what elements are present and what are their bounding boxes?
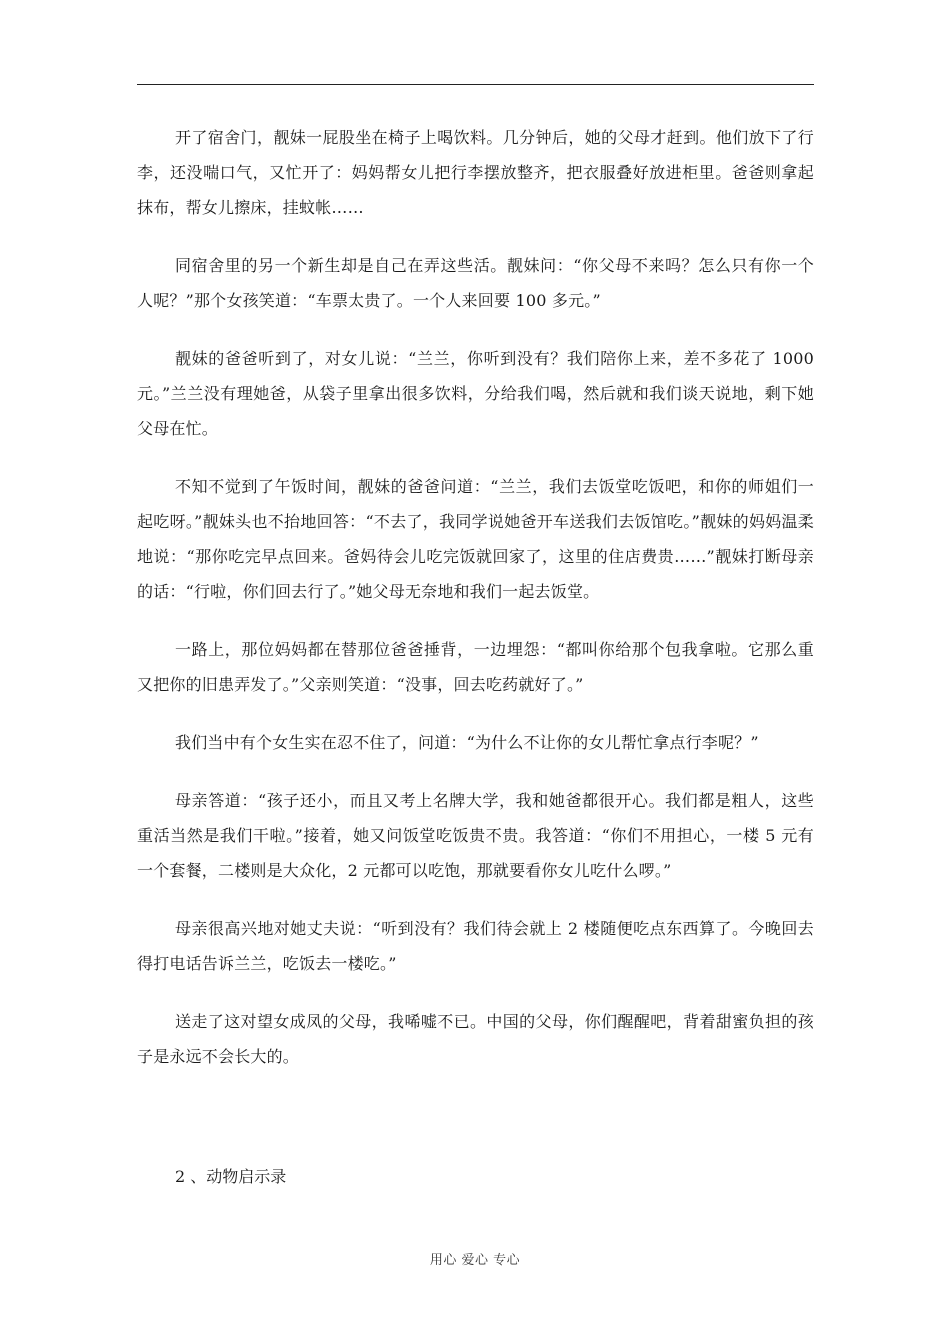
paragraph: 送走了这对望女成凤的父母，我唏嘘不已。中国的父母，你们醒醒吧，背着甜蜜负担的孩子是永远不会长大的。 [137,1012,814,1066]
article-body [137,120,814,1097]
paragraph: 母亲答道：“孩子还小，而且又考上名牌大学，我和她爸都很开心。我们都是粗人，这些重活当然是我们干啦。”接着，她又问饭堂吃饭贵不贵。我答道：“你们不用担心，一楼 5 元有一个套餐，二楼则是大众化，2 元都可以吃饱，那就要看你女儿吃什么啰。” [137,791,814,880]
paragraph: 同宿舍里的另一个新生却是自己在弄这些活。靓妹问：“你父母不来吗？怎么只有你一个人呢？”那个女孩笑道：“车票太贵了。一个人来回要 100 多元。” [137,256,814,310]
paragraph: 母亲很高兴地对她丈夫说：“听到没有？我们待会就上 2 楼随便吃点东西算了。今晚回去得打电话告诉兰兰，吃饭去一楼吃。” [137,919,814,973]
paragraph: 一路上，那位妈妈都在替那位爸爸捶背，一边埋怨：“都叫你给那个包我拿啦。它那么重又把你的旧患弄发了。”父亲则笑道：“没事，回去吃药就好了。” [137,640,814,694]
header-rule [137,84,814,85]
paragraph: 靓妹的爸爸听到了，对女儿说：“兰兰，你听到没有？我们陪你上来，差不多花了 1000 元。”兰兰没有理她爸，从袋子里拿出很多饮料，分给我们喝，然后就和我们谈天说地，剩下她父母在忙。 [137,349,814,438]
paragraph: 我们当中有个女生实在忍不住了，问道：“为什么不让你的女儿帮忙拿点行李呢？” [175,733,759,752]
section-heading: 2 、动物启示录 [175,1167,287,1186]
page-footer: 用心 爱心 专心 [429,1253,521,1268]
paragraph: 开了宿舍门，靓妹一屁股坐在椅子上喝饮料。几分钟后，她的父母才赶到。他们放下了行李，还没喘口气，又忙开了：妈妈帮女儿把行李摆放整齐，把衣服叠好放进柜里。爸爸则拿起抹布，帮女儿擦床，挂蚊帐…… [137,128,814,217]
paragraph: 不知不觉到了午饭时间，靓妹的爸爸问道：“兰兰，我们去饭堂吃饭吧，和你的师姐们一起吃呀。”靓妹头也不抬地回答：“不去了，我同学说她爸开车送我们去饭馆吃。”靓妹的妈妈温柔地说：“那你吃完早点回来。爸妈待会儿吃完饭就回家了，这里的住店费贵……”靓妹打断母亲的话：“行啦，你们回去行了。”她父母无奈地和我们一起去饭堂。 [137,477,814,601]
